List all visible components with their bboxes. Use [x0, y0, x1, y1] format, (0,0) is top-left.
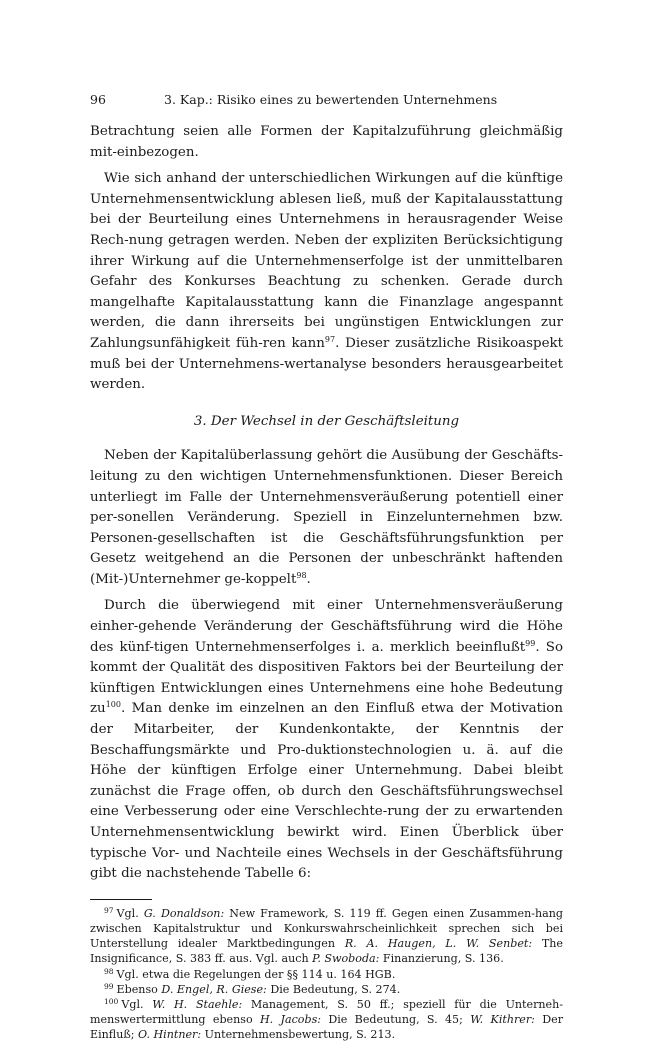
footnote-text: Management, S. 50 ff.; speziell für die Unterneh-menswertermittlung ebenso — [90, 998, 563, 1027]
footnote-ref-98[interactable]: 98 — [296, 570, 307, 580]
footnote-author: W. H. Staehle: — [152, 998, 243, 1011]
footnote-author: O. Hintner: — [138, 1028, 202, 1042]
body-text — [90, 122, 563, 885]
footnote-100 — [90, 997, 563, 1043]
paragraph-change — [90, 596, 563, 884]
footnote-author: D. Engel, R. Giese: — [161, 982, 267, 996]
footnote-ref-97[interactable]: 97 — [324, 334, 336, 344]
footnote-text: Finanzierung, S. 136. — [379, 952, 504, 966]
footnote-mark: 99 — [104, 981, 114, 991]
footnote-text: Vgl. — [121, 998, 153, 1011]
paragraph-text: . — [306, 571, 311, 587]
footnote-ref-99[interactable]: 99 — [525, 638, 536, 648]
footnote-author: G. Donaldson: — [143, 906, 225, 920]
footnote-text: Ebenso — [116, 982, 162, 996]
paragraph-text: . So kommt der Qualität des dispositiven Faktors bei der Beurteilung der künftigen Entwicklungen eines Unternehmens eine hohe Bedeutung zu — [90, 639, 564, 717]
footnote-text: Der Einfluß; — [90, 1013, 563, 1042]
footnote-mark: 97 — [104, 905, 114, 915]
section-heading: 3. Der Wechsel in der Geschäftsleitung — [193, 413, 460, 429]
paragraph-text: Neben der Kapitalüberlassung gehört die Ausübung der Geschäfts-leitung zu den wichtigen Unternehmensfunktionen. Dieser Bereich unterliegt im Falle der Unternehmensveräußerung potentiell einer per-sonellen Veränderung. Speziell in Einzelunternehmen bzw. Personen-gesellschaften ist die Geschäftsführungsfunktion per Gesetz weitgehend an die Personen der unbeschränkt haftenden (Mit-)Unternehmer ge-koppelt — [90, 448, 563, 587]
running-title: 3. Kap.: Risiko eines zu bewertenden Unternehmens — [164, 92, 498, 107]
footnote-text: Unternehmensbewertung, S. 213. — [201, 1028, 396, 1042]
paragraph-capital — [90, 169, 563, 396]
paragraph-text: Wie sich anhand der unterschiedlichen Wirkungen auf die künftige Unternehmensentwicklung ablesen ließ, muß der Kapitalausstattung bei der Beurteilung eines Unternehmens in herausragender Weise Rech-nung getragen werden. Neben der expliziten Berücksichtigung ihrer Wirkung auf die Unternehmenserfolge ist der unmittelbaren Gefahr des Konkurses Beachtung zu schenken. Gerade durch mangelhafte Kapitalausstattung kann die Finanzlage angespannt werden, die dann ihrerseits bei ungünstigen Entwicklungen zur Zahlungsunfähigkeit füh-ren kann — [90, 171, 563, 351]
book-page — [90, 92, 563, 1043]
footnotes — [90, 906, 563, 1043]
paragraph-text: . Man denke im einzelnen an den Einfluß etwa der Motivation der Mitarbeiter, der Kundenkontakte, der Kenntnis der Beschaffungsmärkte und Pro-duktionstechnologien u. ä. auf die Höhe der künftigen Erfolge einer Unternehmung. Dabei bleibt zunächst die Frage offen, ob durch den Geschäftsführungswechsel eine Verbesserung oder eine Verschlechte-rung der zu erwartenden Unternehmensentwicklung bewirkt wird. Einen Überblick über typische Vor- und Nachteile eines Wechsels in der Geschäftsführung gibt die nachstehende Tabelle 6: — [90, 701, 563, 882]
footnote-mark: 100 — [104, 997, 119, 1006]
footnote-text: Vgl. etwa die Regelungen der §§ 114 u. 164 HGB. — [116, 967, 396, 981]
footnote-divider — [90, 899, 152, 900]
running-header — [90, 92, 563, 112]
paragraph-text: Betrachtung seien alle Formen der Kapitalzuführung gleichmäßig mit-einbezogen. — [90, 124, 563, 160]
footnote-text: New Framework, S. 119 ff. Gegen einen Zusammen-hang zwischen Kapitalstruktur und Konkurswahrscheinlichkeit sprechen sich bei Unterstellung idealer Marktbedingungen — [90, 906, 563, 951]
paragraph-text: . Dieser zusätzliche Risikoaspekt muß bei der Unternehmens-wertanalyse besonders herausgearbeitet werden. — [90, 335, 564, 393]
paragraph-continuation — [90, 122, 563, 163]
paragraph-management — [90, 446, 563, 590]
footnote-author: R. A. Haugen, L. W. Senbet: — [344, 937, 533, 951]
footnote-97 — [90, 906, 563, 967]
footnote-mark: 98 — [104, 966, 114, 976]
footnote-text: Die Bedeutung, S. 45; — [321, 1013, 471, 1027]
footnote-text: Die Bedeutung, S. 274. — [266, 982, 401, 996]
footnote-98 — [90, 967, 563, 982]
page-number: 96 — [90, 92, 106, 107]
footnote-ref-100[interactable]: 100 — [105, 700, 121, 710]
footnote-text: The Insignificance, S. 383 ff. aus. Vgl. auch — [90, 937, 563, 966]
footnote-author: W. Kithrer: — [470, 1013, 535, 1027]
paragraph-text: Durch die überwiegend mit einer Unternehmensveräußerung einher-gehende Veränderung der Geschäftsführung wird die Höhe des künf-tigen Unternehmenserfolges i. a. merklich beeinflußt — [90, 598, 563, 655]
footnote-text: Vgl. — [116, 906, 144, 920]
footnote-author: P. Swoboda: — [312, 952, 380, 966]
footnote-99 — [90, 982, 563, 997]
footnote-author: H. Jacobs: — [259, 1013, 321, 1027]
